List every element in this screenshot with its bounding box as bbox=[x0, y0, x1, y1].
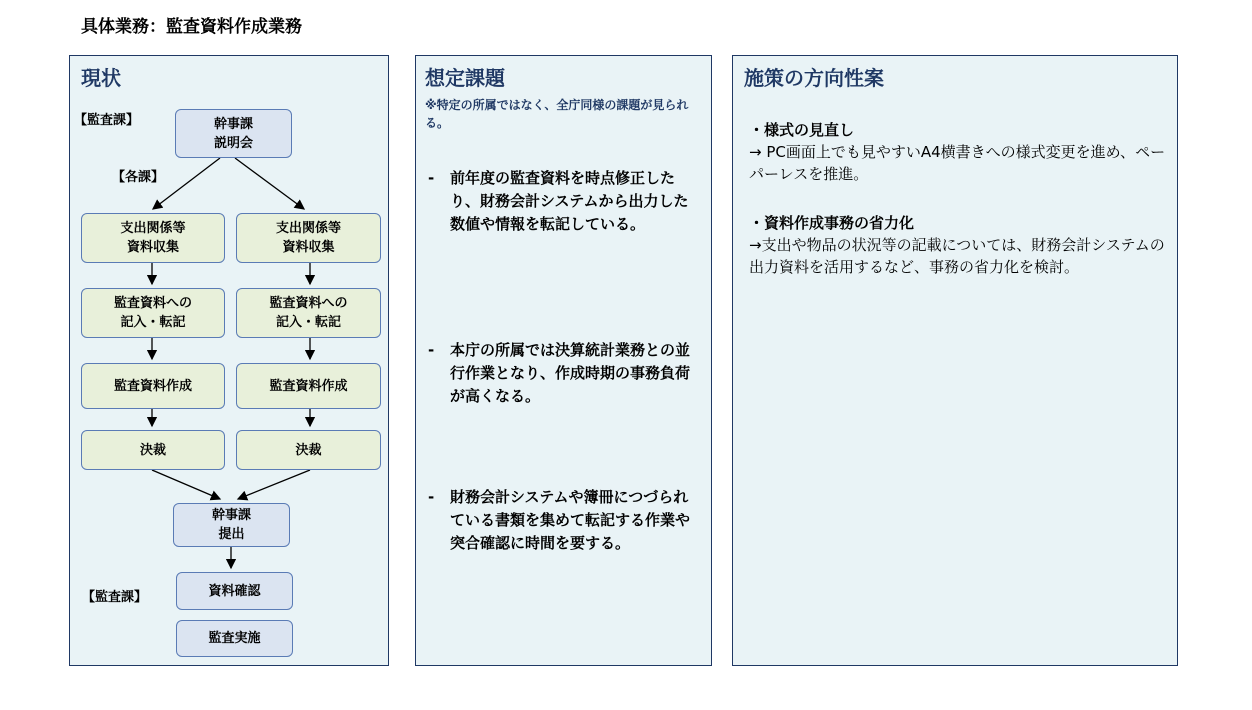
label-each-section: 【各課】 bbox=[112, 170, 165, 185]
box-confirm: 資料確認 bbox=[176, 572, 293, 610]
measure-heading: ・資料作成事務の省力化 bbox=[749, 214, 915, 232]
measure-section bbox=[749, 212, 1169, 278]
measure-heading: ・様式の見直し bbox=[749, 121, 855, 139]
issue-text: 前年度の監査資料を時点修正したり、財務会計システムから出力した数値や情報を転記している。 bbox=[450, 169, 689, 233]
page-heading: 具体業務：監査資料作成業務 bbox=[81, 17, 302, 37]
box-right-collect: 支出関係等 資料収集 bbox=[236, 213, 381, 263]
issue-text: 財務会計システムや簿冊につづられている書類を集めて転記する作業や突合確認に時間を要する。 bbox=[450, 488, 691, 552]
issue-dash: - bbox=[428, 488, 435, 506]
issues-title: 想定課題 bbox=[425, 66, 505, 90]
issue-item bbox=[428, 167, 698, 236]
box-left-create: 監査資料作成 bbox=[81, 363, 225, 409]
box-submit: 幹事課 提出 bbox=[173, 503, 290, 547]
current-state-title: 現状 bbox=[81, 66, 121, 90]
box-left-approve: 決裁 bbox=[81, 430, 225, 470]
issue-dash: - bbox=[428, 169, 435, 187]
issue-item bbox=[428, 339, 698, 408]
measures-panel bbox=[732, 55, 1178, 666]
issues-panel bbox=[415, 55, 712, 666]
box-briefing: 幹事課 説明会 bbox=[175, 109, 292, 158]
box-left-collect: 支出関係等 資料収集 bbox=[81, 213, 225, 263]
label-audit-section-bottom: 【監査課】 bbox=[82, 590, 148, 605]
measures-title: 施策の方向性案 bbox=[744, 66, 884, 90]
issue-text: 本庁の所属では決算統計業務との並行作業となり、作成時期の事務負荷が高くなる。 bbox=[450, 341, 691, 405]
issue-item bbox=[428, 486, 698, 555]
box-right-approve: 決裁 bbox=[236, 430, 381, 470]
box-right-create: 監査資料作成 bbox=[236, 363, 381, 409]
issues-note: ※特定の所属ではなく、全庁同様の課題が見られる。 bbox=[425, 98, 689, 130]
measure-body: →支出や物品の状況等の記載については、財務会計システムの出力資料を活用するなど、事務の省力化を検討。 bbox=[749, 236, 1165, 276]
label-audit-section-top: 【監査課】 bbox=[74, 113, 140, 128]
box-right-entry: 監査資料への 記入・転記 bbox=[236, 288, 381, 338]
measure-body: → PC画面上でも見やすいA4横書きへの様式変更を進め、ペーパーレスを推進。 bbox=[749, 143, 1166, 183]
measure-section bbox=[749, 119, 1169, 185]
issue-dash: - bbox=[428, 341, 435, 359]
box-left-entry: 監査資料への 記入・転記 bbox=[81, 288, 225, 338]
box-audit: 監査実施 bbox=[176, 620, 293, 657]
arrow-briefing-right bbox=[235, 158, 304, 209]
current-state-panel bbox=[69, 55, 389, 666]
